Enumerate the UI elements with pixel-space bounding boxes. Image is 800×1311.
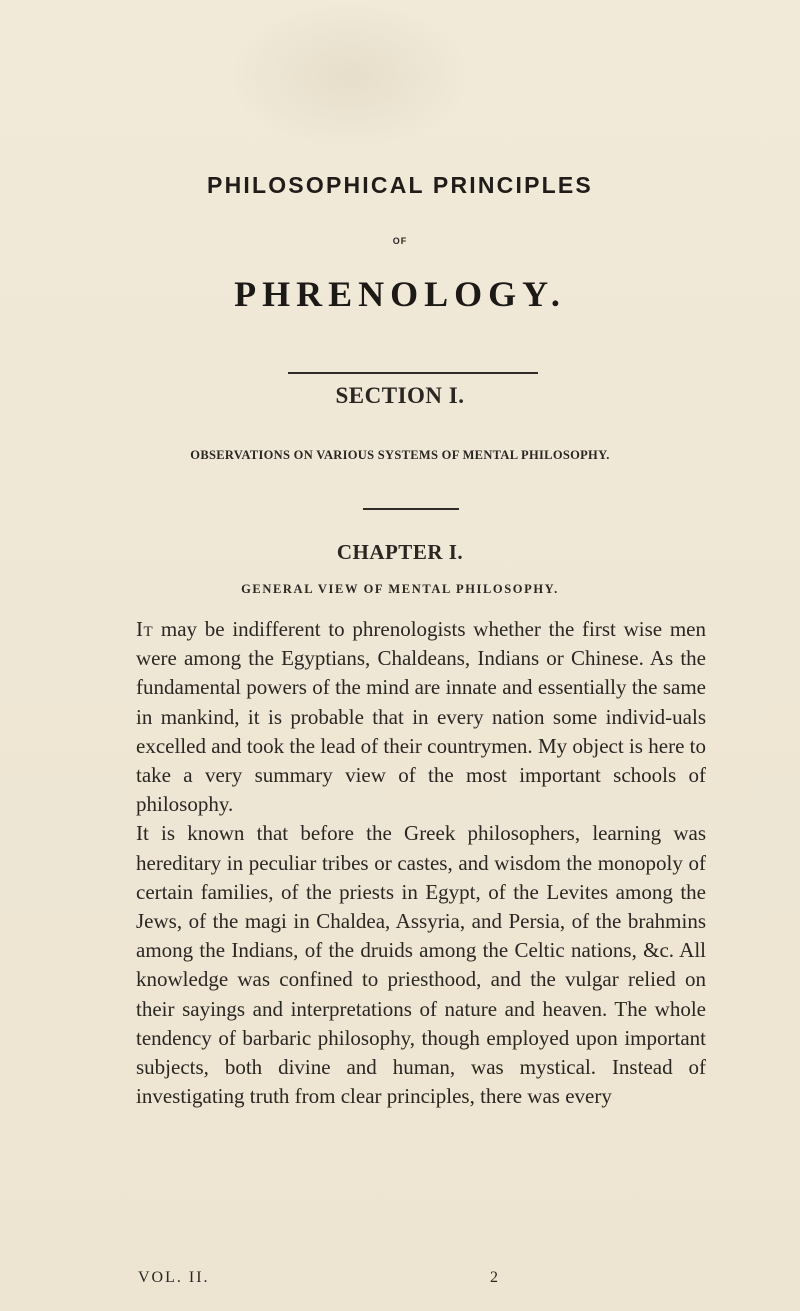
chapter-subheading: GENERAL VIEW OF MENTAL PHILOSOPHY. xyxy=(241,582,559,596)
book-title: PHILOSOPHICAL PRINCIPLES xyxy=(207,172,593,198)
volume-marker: VOL. II. xyxy=(138,1269,210,1286)
section-divider xyxy=(363,508,459,510)
chapter-heading: CHAPTER I. xyxy=(336,540,464,564)
book-subject-title: PHRENOLOGY. xyxy=(234,274,566,314)
title-divider xyxy=(288,372,538,374)
paper-stain xyxy=(230,0,470,150)
section-subheading: OBSERVATIONS ON VARIOUS SYSTEMS OF MENTAL PHILOSOPHY. xyxy=(190,448,610,462)
paragraph-lead-word: It xyxy=(136,617,154,641)
signature-mark: 2 xyxy=(490,1269,500,1286)
section-heading: SECTION I. xyxy=(335,383,465,408)
paragraph-1-text: may be indifferent to phrenologists whether the first wise men were among the Egyptians, Chaldeans, Indians or Chinese. As the fundamental powers of the mind are innate and essentially the same in mankind, it is probable that in every nation some individ-uals excelled and took the lead of their countrymen. My object is here to take a very summary view of the most important schools of philosophy. xyxy=(136,617,706,817)
title-connector: OF xyxy=(392,236,408,246)
paragraph-2: It is known that before the Greek philosophers, learning was hereditary in peculiar tribes or castes, and wisdom the monopoly of certain families, of the priests in Egypt, of the Levites among the Jews, of the magi in Chaldea, Assyria, and Persia, of the brahmins among the Indians, of the druids among the Celtic nations, &c. All knowledge was confined to priesthood, and the vulgar relied on their sayings and interpretations of nature and heaven. The whole tendency of barbaric philosophy, though employed upon important subjects, both divine and human, was mystical. Instead of investigating truth from clear principles, there was every xyxy=(136,821,706,1109)
body-text xyxy=(136,615,706,1111)
paragraph-1 xyxy=(136,615,706,819)
